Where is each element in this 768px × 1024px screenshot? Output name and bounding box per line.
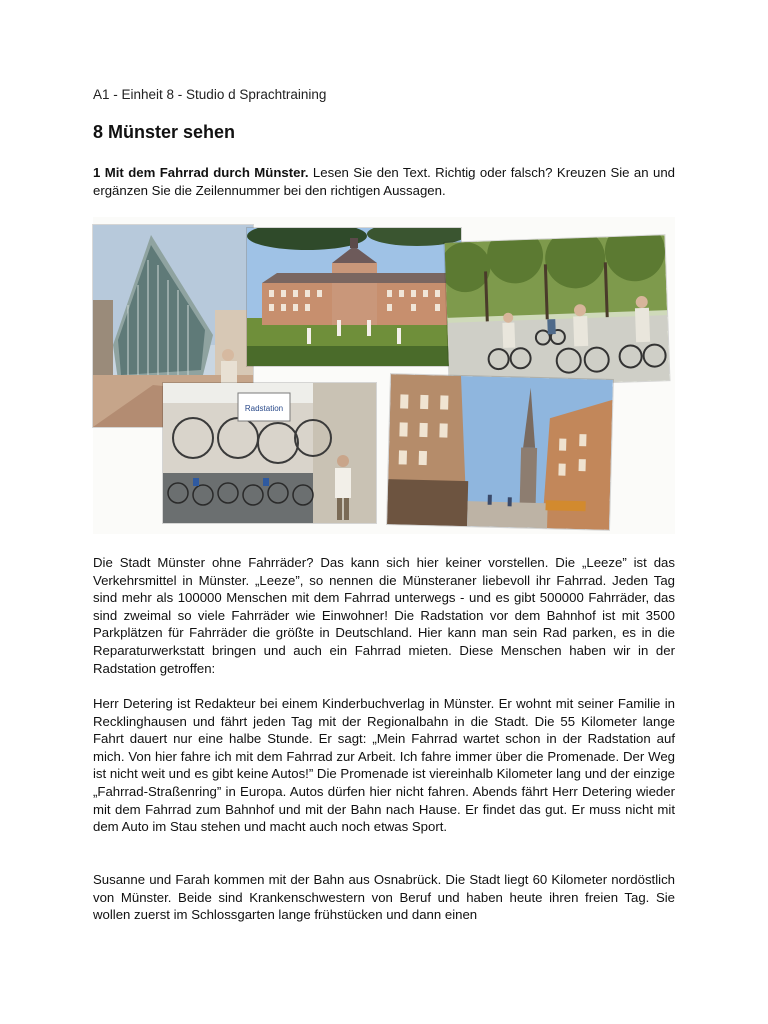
paragraph-2: Herr Detering ist Redakteur bei einem Kinderbuchverlag in Münster. Er wohnt mit seiner Familie in Recklinghausen und fährt jeden Tag mit der Regionalbahn in die Stadt. Die 55 Kilometer lange Fahrt dauert nur eine halbe Stunde. Er sagt: „Mein Fahrrad wartet schon in der Radstation auf mich. Von hier fahre ich mit dem Fahrrad zur Arbeit. Ich fahre immer über die Promenade. Der Weg ist nicht weit und es gibt keine Autos!” Die Promenade ist viereinhalb Kilometer lang und der einzige „Fahrrad-Straßenring” in Europa. Autos dürfen hier nicht fahren. Abends fährt Herr Detering wieder mit dem Fahrrad zum Bahnhof und mit der Bahn nach Hause. Er findet das gut. Er muss nicht mit dem Auto im Stau stehen und macht auch noch etwas Sport. — [93, 696, 675, 835]
paragraph-3: Susanne und Farah kommen mit der Bahn aus Osnabrück. Die Stadt liegt 60 Kilometer nordöstlich von Münster. Beide sind Krankenschwestern von Beruf und haben heute ihren freien Tag. Sie wollen zuerst im Schlossgarten lange frühstücken und dann einen — [93, 872, 675, 923]
page-title: 8 Münster sehen — [93, 122, 236, 142]
photo-cyclists — [445, 235, 670, 388]
task-instruction — [93, 164, 675, 199]
photo-bike-station — [163, 383, 376, 523]
document-header: A1 - Einheit 8 - Studio d Sprachtraining — [93, 87, 327, 102]
bike-station-sign: Radstation — [244, 404, 284, 413]
photo-old-town-street — [387, 374, 613, 530]
photo-collage — [93, 217, 675, 534]
task-heading: 1 Mit dem Fahrrad durch Münster. — [93, 165, 309, 180]
task-text: Lesen Sie den Text. Richtig oder falsch? Kreuzen Sie an und ergänzen Sie die Zeilennummer bei den richtigen Aussagen. — [93, 165, 675, 198]
photo-castle — [247, 228, 461, 366]
paragraph-1: Die Stadt Münster ohne Fahrräder? Das kann sich hier keiner vorstellen. Die „Leeze” ist das Verkehrsmittel in Münster. „Leeze”, so nennen die Münsteraner liebevoll ihr Fahrrad. Jeden Tag sind mehr als 100000 Menschen mit dem Fahrrad unterwegs - und es gibt 500000 Fahrräder, das sind zweimal so viele Fahrräder wie Einwohner! Die Radstation vor dem Bahnhof ist mit 3500 Parkplätzen für Fahrräder die größte in Deutschland. Hier kann man sein Rad parken, es in die Reparaturwerkstatt bringen und auch ein Fahrrad mieten. Diese Menschen haben wir in der Radstation getroffen: — [93, 555, 675, 676]
